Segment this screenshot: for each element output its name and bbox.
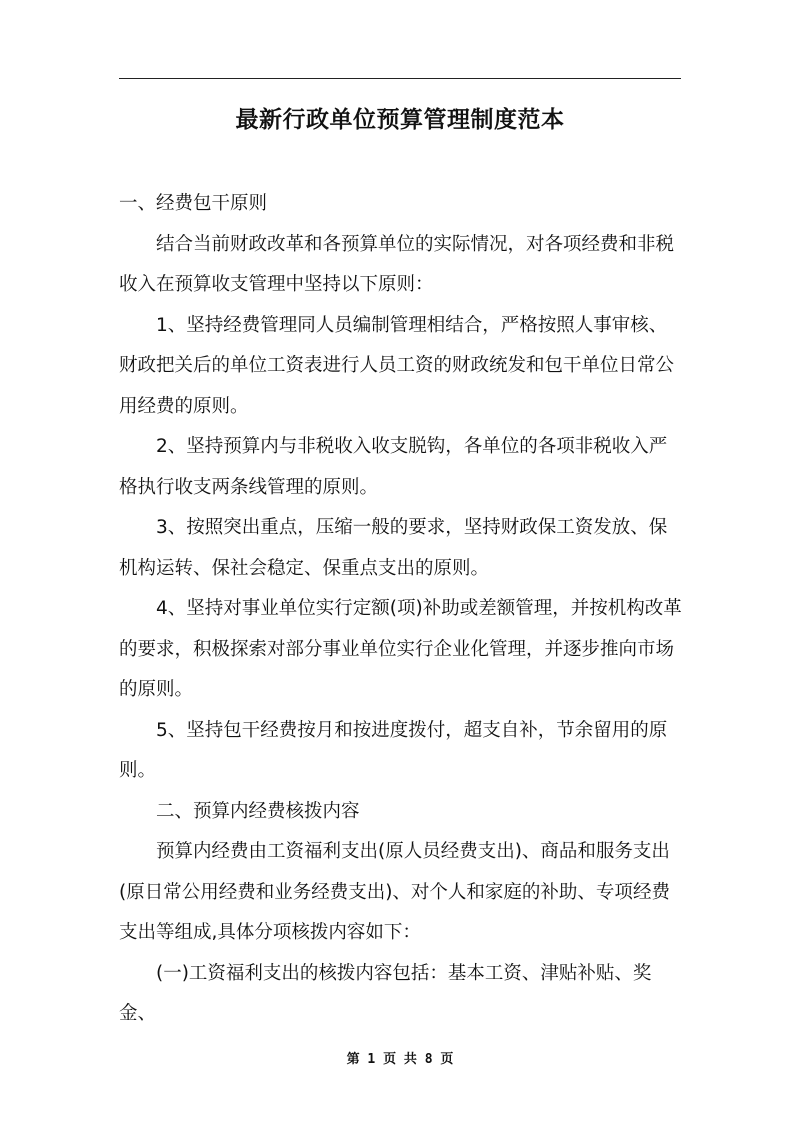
page-number: 第 1 页 共 8 页: [346, 1052, 454, 1067]
principle-3: 3、按照突出重点，压缩一般的要求，坚持财政保工资发放、保机构运转、保社会稳定、保重点支出的原则。: [119, 517, 668, 579]
principle-2: 2、坚持预算内与非税收入收支脱钩，各单位的各项非税收入严格执行收支两条线管理的原则。: [119, 436, 668, 498]
document-body: [119, 184, 685, 1035]
section-2-item-1: (一)工资福利支出的核拨内容包括：基本工资、津贴补贴、奖金、: [119, 962, 652, 1024]
section-1-intro: 结合当前财政改革和各预算单位的实际情况，对各项经费和非税收入在预算收支管理中坚持以下原则：: [119, 233, 675, 295]
document-title: 最新行政单位预算管理制度范本: [235, 107, 565, 133]
section-heading-2: 二、预算内经费核拨内容: [156, 800, 360, 822]
principle-5: 5、坚持包干经费按月和按进度拨付，超支自补，节余留用的原则。: [119, 719, 668, 781]
principle-4: 4、坚持对事业单位实行定额(项)补助或差额管理，并按机构改革的要求，积极探索对部分事业单位实行企业化管理，并逐步推向市场的原则。: [119, 598, 682, 700]
header-divider: [119, 78, 681, 79]
section-2-intro: 预算内经费由工资福利支出(原人员经费支出)、商品和服务支出(原日常公用经费和业务经费支出)、对个人和家庭的补助、专项经费支出等组成,具体分项核拨内容如下：: [119, 841, 670, 943]
principle-1: 1、坚持经费管理同人员编制管理相结合，严格按照人事审核、财政把关后的单位工资表进行人员工资的财政统发和包干单位日常公用经费的原则。: [119, 314, 675, 417]
section-heading-1: 一、经费包干原则: [119, 193, 268, 214]
